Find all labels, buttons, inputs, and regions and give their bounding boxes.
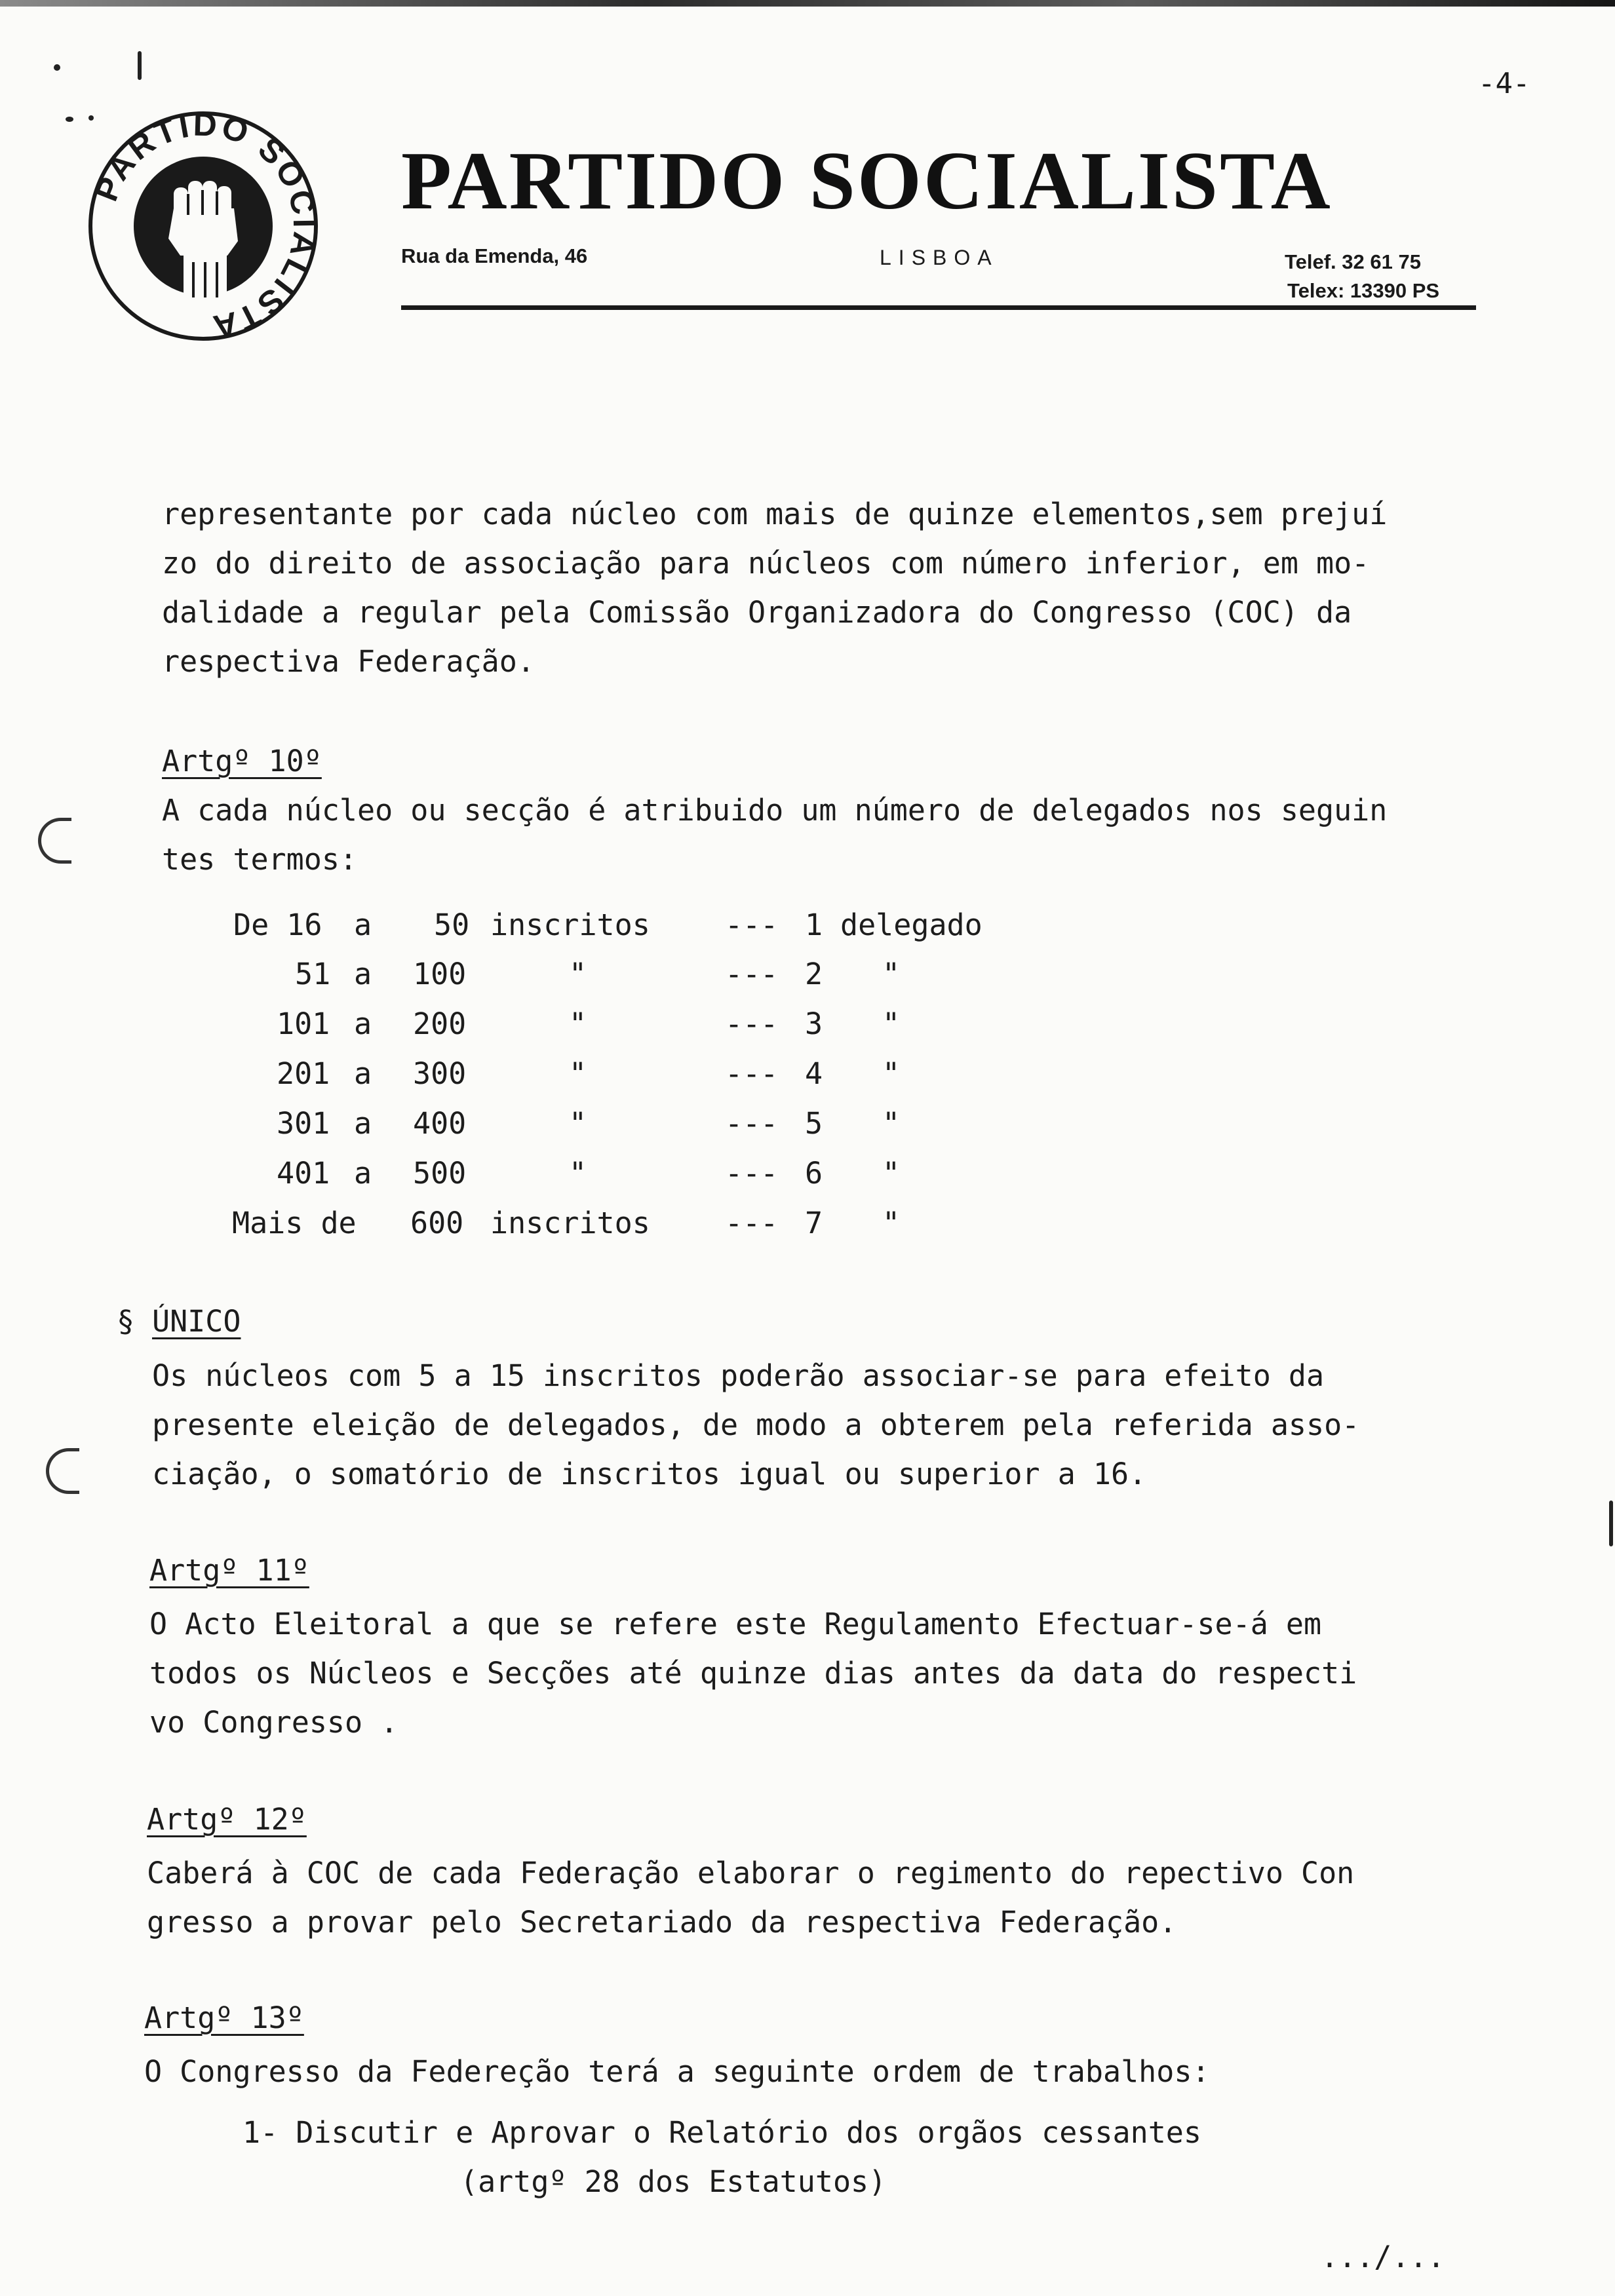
table-cell: inscritos xyxy=(490,908,650,942)
party-logo-seal xyxy=(82,110,324,342)
paragraph-line: presente eleição de delegados, de modo a obterem pela referida asso- xyxy=(152,1407,1360,1442)
scan-speck xyxy=(138,51,142,80)
table-cell: " xyxy=(882,1156,901,1191)
table-cell: 600 xyxy=(410,1206,464,1240)
section-sign: § xyxy=(117,1304,135,1339)
table-cell: 301 xyxy=(277,1106,330,1141)
scan-edge xyxy=(0,0,1615,7)
table-cell: 300 xyxy=(413,1056,467,1091)
table-cell: " xyxy=(569,1056,587,1091)
table-cell: a xyxy=(354,1056,372,1091)
table-cell: Mais de xyxy=(232,1206,357,1240)
letterhead-rule xyxy=(401,305,1476,310)
table-cell: 400 xyxy=(413,1106,467,1141)
paragraph-line: Os núcleos com 5 a 15 inscritos poderão associar-se para efeito da xyxy=(152,1358,1325,1393)
table-cell: 500 xyxy=(413,1156,467,1191)
table-cell: --- xyxy=(725,1056,779,1091)
table-cell: " xyxy=(569,957,587,991)
table-cell: 50 xyxy=(434,908,470,942)
table-cell: " xyxy=(569,1156,587,1191)
letterhead-address: Rua da Emenda, 46 xyxy=(401,244,588,267)
letterhead-telex: Telex: 13390 PS xyxy=(1287,279,1440,302)
svg-text:PARTIDO SOCIALISTA: PARTIDO SOCIALISTA xyxy=(87,110,324,342)
table-cell: --- xyxy=(725,908,779,942)
table-cell: De 16 xyxy=(233,908,322,942)
table-cell: " xyxy=(569,1106,587,1141)
continuation-mark: .../... xyxy=(1321,2240,1445,2274)
table-cell: 51 xyxy=(295,957,331,991)
table-cell: 5 xyxy=(805,1106,823,1141)
table-cell: 200 xyxy=(413,1006,467,1041)
paragraph-line: gresso a provar pelo Secretariado da respectiva Federação. xyxy=(147,1905,1177,1940)
paragraph-line: A cada núcleo ou secção é atribuido um número de delegados nos seguin xyxy=(162,793,1388,828)
table-cell: 401 xyxy=(277,1156,330,1191)
table-cell: 201 xyxy=(277,1056,330,1091)
paragraph-line: vo Congresso . xyxy=(149,1705,399,1740)
table-cell: a xyxy=(354,1156,372,1191)
paragraph-line: dalidade a regular pela Comissão Organizadora do Congresso (COC) da xyxy=(162,595,1352,630)
letterhead-phone: Telef. 32 61 75 xyxy=(1285,250,1421,273)
table-cell: " xyxy=(569,1006,587,1041)
paragraph-line: todos os Núcleos e Secções até quinze dias antes da data do respecti xyxy=(149,1656,1357,1691)
paragraph-line: representante por cada núcleo com mais de quinze elementos,sem prejuí xyxy=(162,497,1388,531)
table-cell: 4 xyxy=(805,1056,823,1091)
table-cell: a xyxy=(354,1006,372,1041)
table-cell: --- xyxy=(725,1106,779,1141)
scan-speck xyxy=(66,117,73,122)
article-heading-11: Artgº 11º xyxy=(149,1553,309,1588)
table-cell: " xyxy=(882,1006,901,1041)
article-heading-12: Artgº 12º xyxy=(147,1802,307,1837)
table-cell: --- xyxy=(725,1156,779,1191)
table-cell: a xyxy=(354,1106,372,1141)
table-cell: 101 xyxy=(277,1006,330,1041)
table-cell: 2 xyxy=(805,957,823,991)
table-cell: " xyxy=(882,957,901,991)
table-cell: " xyxy=(882,1206,901,1240)
margin-bracket-mark xyxy=(38,818,71,864)
table-cell: --- xyxy=(725,957,779,991)
scan-speck xyxy=(1609,1501,1613,1546)
table-cell: 7 xyxy=(805,1206,823,1240)
margin-bracket-mark xyxy=(46,1448,79,1494)
letterhead-party-name: PARTIDO SOCIALISTA xyxy=(401,136,1333,227)
scan-speck xyxy=(54,64,60,71)
table-cell: a xyxy=(354,957,372,991)
section-heading-unico: ÚNICO xyxy=(152,1304,241,1339)
list-item-note: (artgº 28 dos Estatutos) xyxy=(460,2164,887,2199)
paragraph-line: zo do direito de associação para núcleos com número inferior, em mo- xyxy=(162,546,1370,581)
table-cell: " xyxy=(882,1106,901,1141)
table-cell: 1 xyxy=(805,908,823,942)
table-cell: a xyxy=(354,908,372,942)
letterhead-city: LISBOA xyxy=(880,246,999,269)
table-cell: --- xyxy=(725,1206,779,1240)
paragraph-line: respectiva Federação. xyxy=(162,644,535,679)
article-heading-13: Artgº 13º xyxy=(144,2000,304,2035)
article-heading-10: Artgº 10º xyxy=(162,744,322,778)
table-cell: inscritos xyxy=(490,1206,650,1240)
paragraph-line: ciação, o somatório de inscritos igual ou superior a 16. xyxy=(152,1457,1147,1491)
table-cell: 6 xyxy=(805,1156,823,1191)
table-cell: " xyxy=(882,1056,901,1091)
table-cell: --- xyxy=(725,1006,779,1041)
table-cell: delegado xyxy=(840,908,983,942)
list-item: 1- Discutir e Aprovar o Relatório dos orgãos cessantes xyxy=(243,2115,1201,2150)
paragraph-line: O Congresso da Federeção terá a seguinte ordem de trabalhos: xyxy=(144,2054,1210,2089)
table-cell: 100 xyxy=(413,957,467,991)
paragraph-line: O Acto Eleitoral a que se refere este Regulamento Efectuar-se-á em xyxy=(149,1607,1322,1641)
table-cell: 3 xyxy=(805,1006,823,1041)
paragraph-line: tes termos: xyxy=(162,842,358,877)
paragraph-line: Caberá à COC de cada Federação elaborar o regimento do repectivo Con xyxy=(147,1856,1355,1890)
page-number: -4- xyxy=(1478,67,1530,100)
